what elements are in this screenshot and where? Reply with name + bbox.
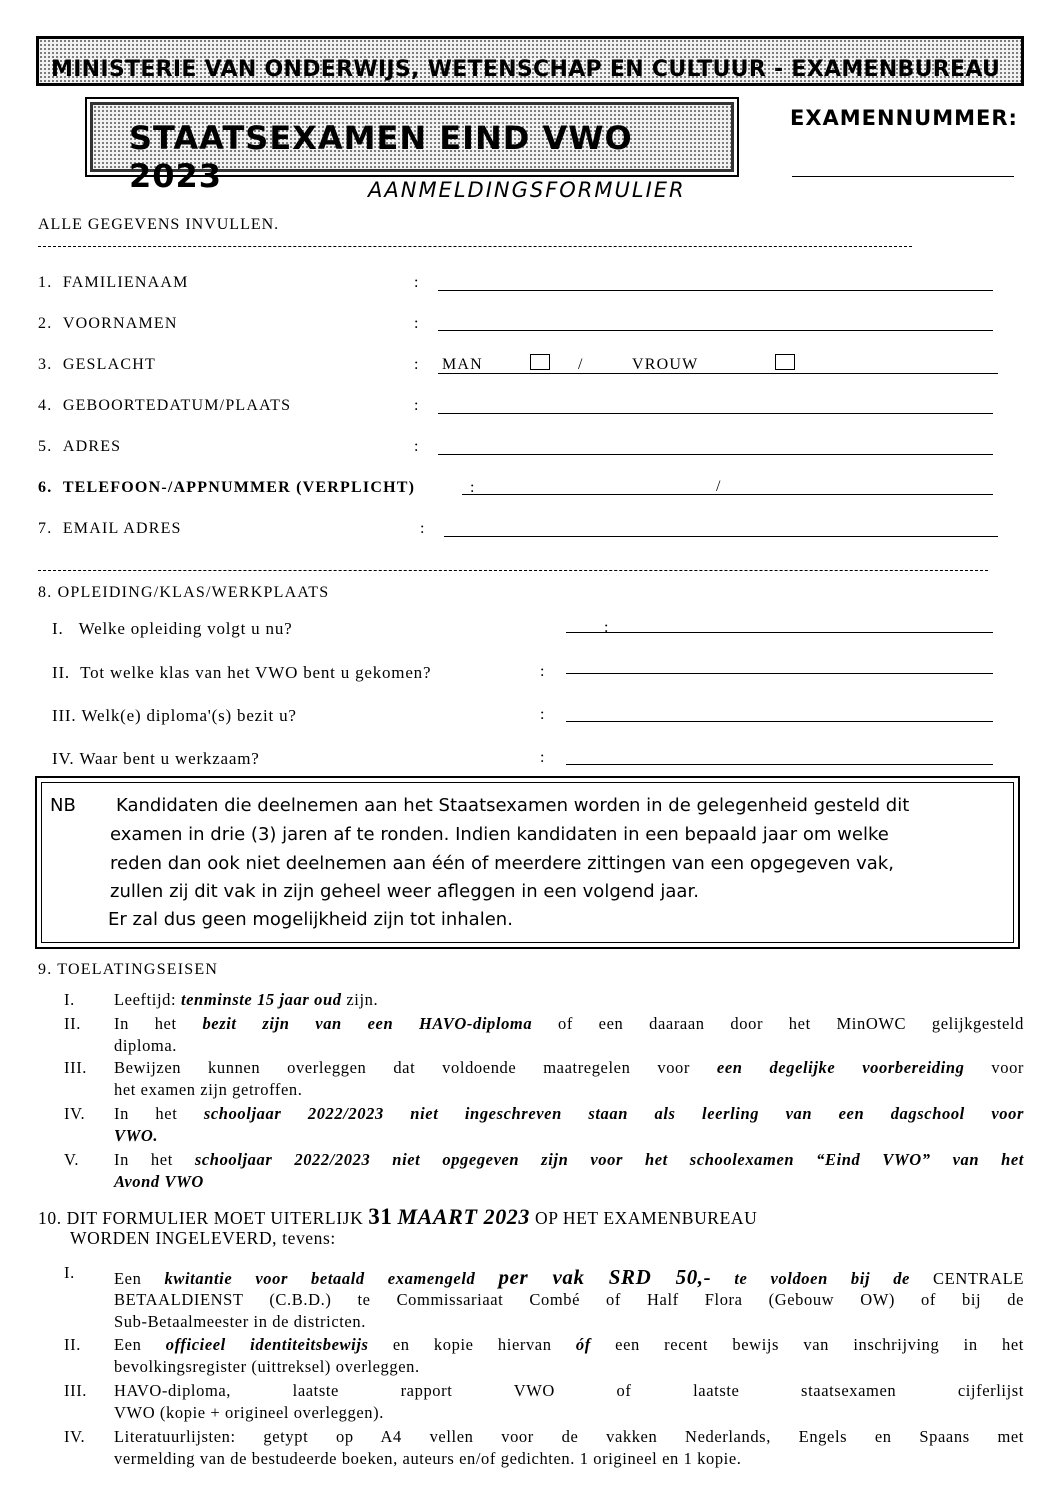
req-9-1: Leeftijd: tenminste 15 jaar oud zijn. [114,990,379,1009]
req-9-1-num: I. [64,990,75,1009]
section-10-title: 10. DIT FORMULIER MOET UITERLIJK 31 MAART 2023 OP HET EXAMENBUREAU [38,1204,758,1229]
question-2: II. Tot welke klas van het VWO bent u gekomen? [52,663,432,682]
field-adres-label: 5. ADRES [38,438,122,455]
adres-field[interactable] [438,454,993,455]
req-9-3-num: III. [64,1058,88,1077]
req-10-4-cont: vermelding van de bestudeerde boeken, auteurs en/of gedichten. 1 origineel en 1 kopie. [114,1449,742,1468]
section-8-title: 8. OPLEIDING/KLAS/WERKPLAATS [38,584,330,601]
colon: : [420,520,425,537]
slash: / [716,478,722,495]
nb-label: NB [50,795,76,816]
req-10-2: Een officieel identiteitsbewijs en kopie hiervan óf een recent bewijs van inschrijving in het [114,1335,1024,1354]
colon: : [540,663,545,680]
examnummer-label: EXAMENNUMMER: [790,106,1018,130]
req-9-5-cont: Avond VWO [114,1172,204,1191]
field-email-label: 7. EMAIL ADRES [38,520,182,537]
geslacht-line [438,373,998,374]
field-familienaam-label: 1. FAMILIENAAM [38,274,189,291]
field-geslacht-label: 3. GESLACHT [38,356,156,373]
vrouw-checkbox[interactable] [775,354,795,370]
nb-line-5: Er zal dus geen mogelijkheid zijn tot inhalen. [108,909,513,930]
telefoon-field[interactable] [462,494,993,495]
examnummer-field[interactable] [792,176,1014,177]
req-10-1-cont: BETAALDIENST (C.B.D.) te Commissariaat Combé of Half Flora (Gebouw OW) of bij de [114,1290,1024,1309]
ministry-banner [36,36,1024,86]
option-man-label: MAN [442,356,483,373]
req-9-3-cont: het examen zijn getroffen. [114,1080,303,1099]
req-9-5: In het schooljaar 2022/2023 niet opgegeven zijn voor het schoolexamen “Eind VWO” van het [114,1150,1024,1169]
question-3: III. Welk(e) diploma'(s) bezit u? [52,706,297,725]
req-9-4-num: IV. [64,1104,86,1123]
req-10-4: Literatuurlijsten: getypt op A4 vellen voor de vakken Nederlands, Engels en Spaans met [114,1427,1024,1446]
colon: : [414,274,419,291]
req-10-1-cont2: Sub-Betaalmeester in de districten. [114,1312,366,1331]
email-field[interactable] [444,536,998,537]
instruction-text: ALLE GEGEVENS INVULLEN. [38,216,280,233]
ministry-title: MINISTERIE VAN ONDERWIJS, WETENSCHAP EN CULTUUR - EXAMENBUREAU [51,57,1001,82]
geboortedatum-field[interactable] [438,413,993,414]
req-10-1: Een kwitantie voor betaald examengeld per vak SRD 50,- te voldoen bij de CENTRALE [114,1265,1025,1289]
field-telefoon-label: 6. TELEFOON-/APPNUMMER (VERPLICHT) [38,479,416,496]
req-9-4: In het schooljaar 2022/2023 niet ingeschreven staan als leerling van een dagschool voor [114,1104,1024,1123]
divider [38,570,988,571]
req-9-2: In het bezit zijn van een HAVO-diploma of een daaraan door het MinOWC gelijkgesteld [114,1014,1024,1033]
colon: : [540,749,545,766]
req-10-2-num: II. [64,1335,81,1354]
divider [38,246,912,247]
nb-line-2: examen in drie (3) jaren af te ronden. Indien kandidaten in een bepaald jaar om welke [110,824,889,845]
nb-line-4: zullen zij dit vak in zijn geheel weer afleggen in een volgend jaar. [110,881,699,902]
colon: : [414,315,419,332]
klas-field[interactable] [566,673,993,674]
nb-line-3: reden dan ook niet deelnemen aan één of meerdere zittingen van een opgegeven vak, [110,853,894,874]
nb-line-1: Kandidaten die deelnemen aan het Staatsexamen worden in de gelegenheid gesteld dit [116,795,910,816]
man-checkbox[interactable] [530,354,550,370]
question-1: I. Welke opleiding volgt u nu? [52,619,293,638]
req-10-3: HAVO-diploma, laatste rapport VWO of laatste staatsexamen cijferlijst [114,1381,1024,1400]
option-vrouw-label: VROUW [632,356,699,373]
voornamen-field[interactable] [438,330,993,331]
colon: : [540,706,545,723]
req-10-4-num: IV. [64,1427,86,1446]
req-9-2-num: II. [64,1014,81,1033]
req-9-4-cont: VWO. [114,1126,159,1145]
slash: / [578,356,584,373]
opleiding-field[interactable] [566,632,993,633]
field-geboortedatum-label: 4. GEBOORTEDATUM/PLAATS [38,397,292,414]
colon: : [414,356,419,373]
section-9-title: 9. TOELATINGSEISEN [38,961,219,978]
colon: : [604,619,609,636]
section-10-subtitle: WORDEN INGELEVERD, tevens: [70,1228,336,1248]
req-9-3: Bewijzen kunnen overleggen dat voldoende maatregelen voor een degelijke voorbereiding voor [114,1058,1025,1077]
exam-title: STAATSEXAMEN EIND VWO 2023 [129,119,633,195]
colon: : [470,479,475,496]
colon: : [414,397,419,414]
werkzaam-field[interactable] [566,764,993,765]
req-9-2-cont: diploma. [114,1036,178,1055]
colon: : [414,438,419,455]
familienaam-field[interactable] [438,290,993,291]
req-9-5-num: V. [64,1150,80,1169]
field-voornamen-label: 2. VOORNAMEN [38,315,178,332]
req-10-2-cont: bevolkingsregister (uittreksel) overleggen. [114,1357,420,1376]
question-4: IV. Waar bent u werkzaam? [52,749,260,768]
form-title: AANMELDINGSFORMULIER [368,178,686,202]
req-10-1-num: I. [64,1263,75,1282]
diploma-field[interactable] [566,721,993,722]
req-10-3-cont: VWO (kopie + origineel overleggen). [114,1403,384,1422]
req-10-3-num: III. [64,1381,88,1400]
